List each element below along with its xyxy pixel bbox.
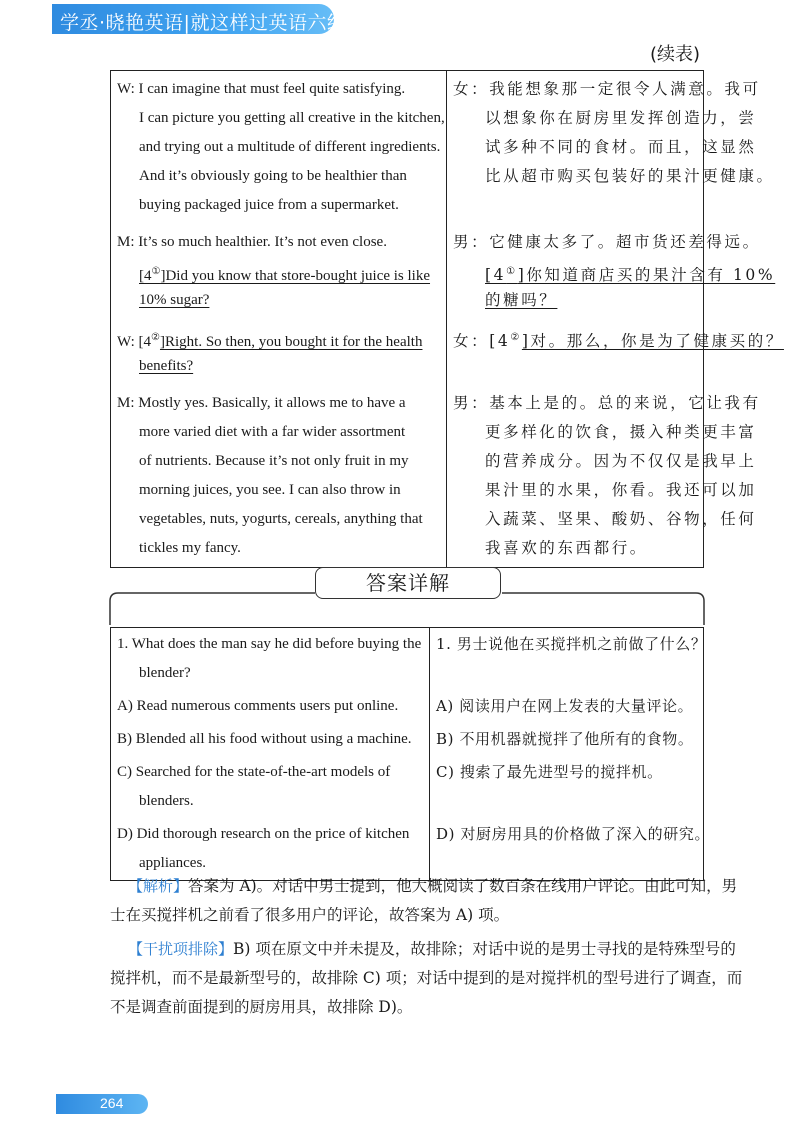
dialog-text-line: buying packaged juice from a supermarket. xyxy=(139,197,399,213)
key-sentence-line xyxy=(453,286,697,315)
dialog-text-line: 果汁里的水果，你看。我还可以加 xyxy=(485,481,757,499)
dialog-text-line: 试多种不同的食材。而且，这显然 xyxy=(485,138,757,156)
dialog-text-line: 更多样化的饮食，摄入种类更丰富 xyxy=(485,423,757,441)
dialog-text-line: morning juices, you see. I can also throw in xyxy=(139,482,401,498)
dialog-text-line: M: It’s so much healthier. It’s not even close. xyxy=(117,234,387,250)
question-text: 1. 男士说他在买搅拌机之前做了什么？ xyxy=(436,635,707,653)
answer-english-cell xyxy=(111,690,430,723)
option-a-text: A) 阅读用户在网上发表的大量评论。 xyxy=(436,697,694,715)
book-header-banner xyxy=(52,4,347,34)
dialog-row xyxy=(111,319,704,385)
dialog-text-line: 的营养成分。因为不仅仅是我早上 xyxy=(485,452,757,470)
section-title: 答案详解 xyxy=(315,567,501,599)
dialog-english-cell xyxy=(111,385,447,568)
page-number-banner xyxy=(56,1094,148,1114)
question-marker: [4 xyxy=(485,266,507,284)
answer-english-cell xyxy=(111,628,430,691)
question-marker: W: [4 xyxy=(117,334,152,350)
key-sentence-text: ]对。那么，你是为了健康买的？ xyxy=(521,332,784,350)
marker-superscript: ① xyxy=(151,266,161,277)
dialog-text-line: and trying out a multitude of different ingredients. xyxy=(139,139,441,155)
book-title: 学丞·晓艳英语|就这样过英语六级 xyxy=(60,12,347,34)
key-sentence-text: 10% sugar? xyxy=(139,292,210,308)
answer-chinese-cell xyxy=(430,628,707,691)
key-sentence-text: ]Right. So then, you bought it for the health xyxy=(159,334,423,350)
dialog-chinese-cell xyxy=(447,71,775,225)
section-right-bracket xyxy=(502,593,704,625)
answer-options-table xyxy=(110,627,711,881)
dialog-row xyxy=(111,385,704,568)
question-text: 1. What does the man say he did before buying the xyxy=(117,636,422,652)
dialog-text-line: 我喜欢的东西都行。 xyxy=(485,539,648,557)
distractor-text: B) 项在原文中并未提及，故排除；对话中说的是男士寻找的是特殊型号的 xyxy=(233,940,736,958)
answer-english-cell xyxy=(111,723,430,756)
key-sentence-line xyxy=(117,323,442,352)
dialog-text-line: 以想象你在厨房里发挥创造力，尝 xyxy=(485,109,757,127)
page-number: 264 xyxy=(100,1095,124,1111)
dialog-text-line: 比从超市购买包装好的果汁更健康。 xyxy=(485,167,775,185)
distractor-paragraph xyxy=(110,935,743,1022)
distractor-line: 搅拌机，而不是最新型号的，故排除 C) 项；对话中提到的是对搅拌机的型号进行了调查，而 xyxy=(110,969,743,987)
analysis-line xyxy=(110,872,738,901)
key-sentence-text: ]Did you know that store-bought juice is like xyxy=(160,268,431,284)
answer-row xyxy=(111,690,704,723)
distractor-line: 不是调查前面提到的厨房用具，故排除 D)。 xyxy=(110,998,413,1016)
option-a-text: A) Read numerous comments users put online. xyxy=(117,698,399,714)
option-d-text: appliances. xyxy=(139,855,207,871)
dialog-text-line: tickles my fancy. xyxy=(139,540,241,556)
option-b-text: B) 不用机器就搅拌了他所有的食物。 xyxy=(436,730,694,748)
question-marker: [4 xyxy=(139,268,152,284)
section-left-bracket xyxy=(110,593,118,625)
dialog-text-line: W: I can imagine that must feel quite satisfying. xyxy=(117,81,406,97)
answer-row xyxy=(111,628,704,691)
key-sentence-text: ]你知道商店买的果汁含有 10% xyxy=(517,266,776,284)
option-c-text: blenders. xyxy=(139,793,194,809)
answer-chinese-cell xyxy=(430,690,704,723)
dialog-chinese-cell xyxy=(447,319,784,385)
dialog-row xyxy=(111,71,704,225)
analysis-line: 士在买搅拌机之前看了很多用户的评论，故答案为 A) 项。 xyxy=(110,906,510,924)
key-sentence-line xyxy=(117,352,442,381)
option-d-text: D) Did thorough research on the price of kitchen xyxy=(117,826,410,842)
dialog-chinese-cell xyxy=(447,385,761,568)
dialog-english-cell xyxy=(111,71,447,225)
dialog-text-line: 男：基本上是的。总的来说，它让我有 xyxy=(453,394,761,412)
question-text: blender? xyxy=(139,665,191,681)
dialog-english-cell xyxy=(111,224,447,319)
key-sentence-line xyxy=(453,257,776,286)
answer-chinese-cell xyxy=(430,756,704,818)
dialog-text-line: 女：我能想象那一定很令人满意。我可 xyxy=(453,80,761,98)
dialog-text-line: I can picture you getting all creative in the kitchen, xyxy=(139,110,445,126)
option-c-text: C) Searched for the state-of-the-art models of xyxy=(117,764,391,780)
key-sentence-text: benefits? xyxy=(139,358,194,374)
option-d-text: D) 对厨房用具的价格做了深入的研究。 xyxy=(436,825,711,843)
answer-row xyxy=(111,756,704,818)
answer-chinese-cell xyxy=(430,723,704,756)
dialog-text-line: 男：它健康太多了。超市货还差得远。 xyxy=(453,233,761,251)
marker-superscript: ② xyxy=(151,332,160,343)
answer-english-cell xyxy=(111,756,430,818)
dialog-text-line: 入蔬菜、坚果、酸奶、谷物，任何 xyxy=(485,510,757,528)
analysis-text: 答案为 A)。对话中男士提到，他大概阅读了数百条在线用户评论。由此可知，男 xyxy=(188,877,738,895)
answer-row xyxy=(111,723,704,756)
dialog-text-line: of nutrients. Because it’s not only fruit in my xyxy=(139,453,409,469)
marker-superscript: ① xyxy=(506,266,518,277)
dialog-text-line: vegetables, nuts, yogurts, cereals, anything that xyxy=(139,511,423,527)
key-sentence-text: 的糖吗？ xyxy=(485,291,558,309)
dialog-text-line: more varied diet with a far wider assortment xyxy=(139,424,406,440)
distractor-tag: 【干扰项排除】 xyxy=(128,940,234,958)
analysis-tag: 【解析】 xyxy=(128,877,189,895)
section-header xyxy=(110,567,704,627)
option-c-text: C) 搜索了最先进型号的搅拌机。 xyxy=(436,763,663,781)
key-sentence-line xyxy=(117,286,442,315)
option-b-text: B) Blended all his food without using a machine. xyxy=(117,731,412,747)
marker-superscript: ② xyxy=(510,332,522,343)
dialog-text-line: And it’s obviously going to be healthier than xyxy=(139,168,407,184)
dialog-table xyxy=(110,70,784,568)
dialog-text-line: M: Mostly yes. Basically, it allows me to have a xyxy=(117,395,406,411)
dialog-chinese-cell xyxy=(447,224,776,319)
continued-label: (续表) xyxy=(650,44,701,65)
question-marker: 女：[4 xyxy=(453,332,511,350)
key-sentence-line xyxy=(453,323,784,352)
key-sentence-line xyxy=(117,257,442,286)
dialog-english-cell xyxy=(111,319,447,385)
distractor-line xyxy=(110,935,736,964)
analysis-paragraph xyxy=(110,872,738,930)
dialog-row xyxy=(111,224,704,319)
